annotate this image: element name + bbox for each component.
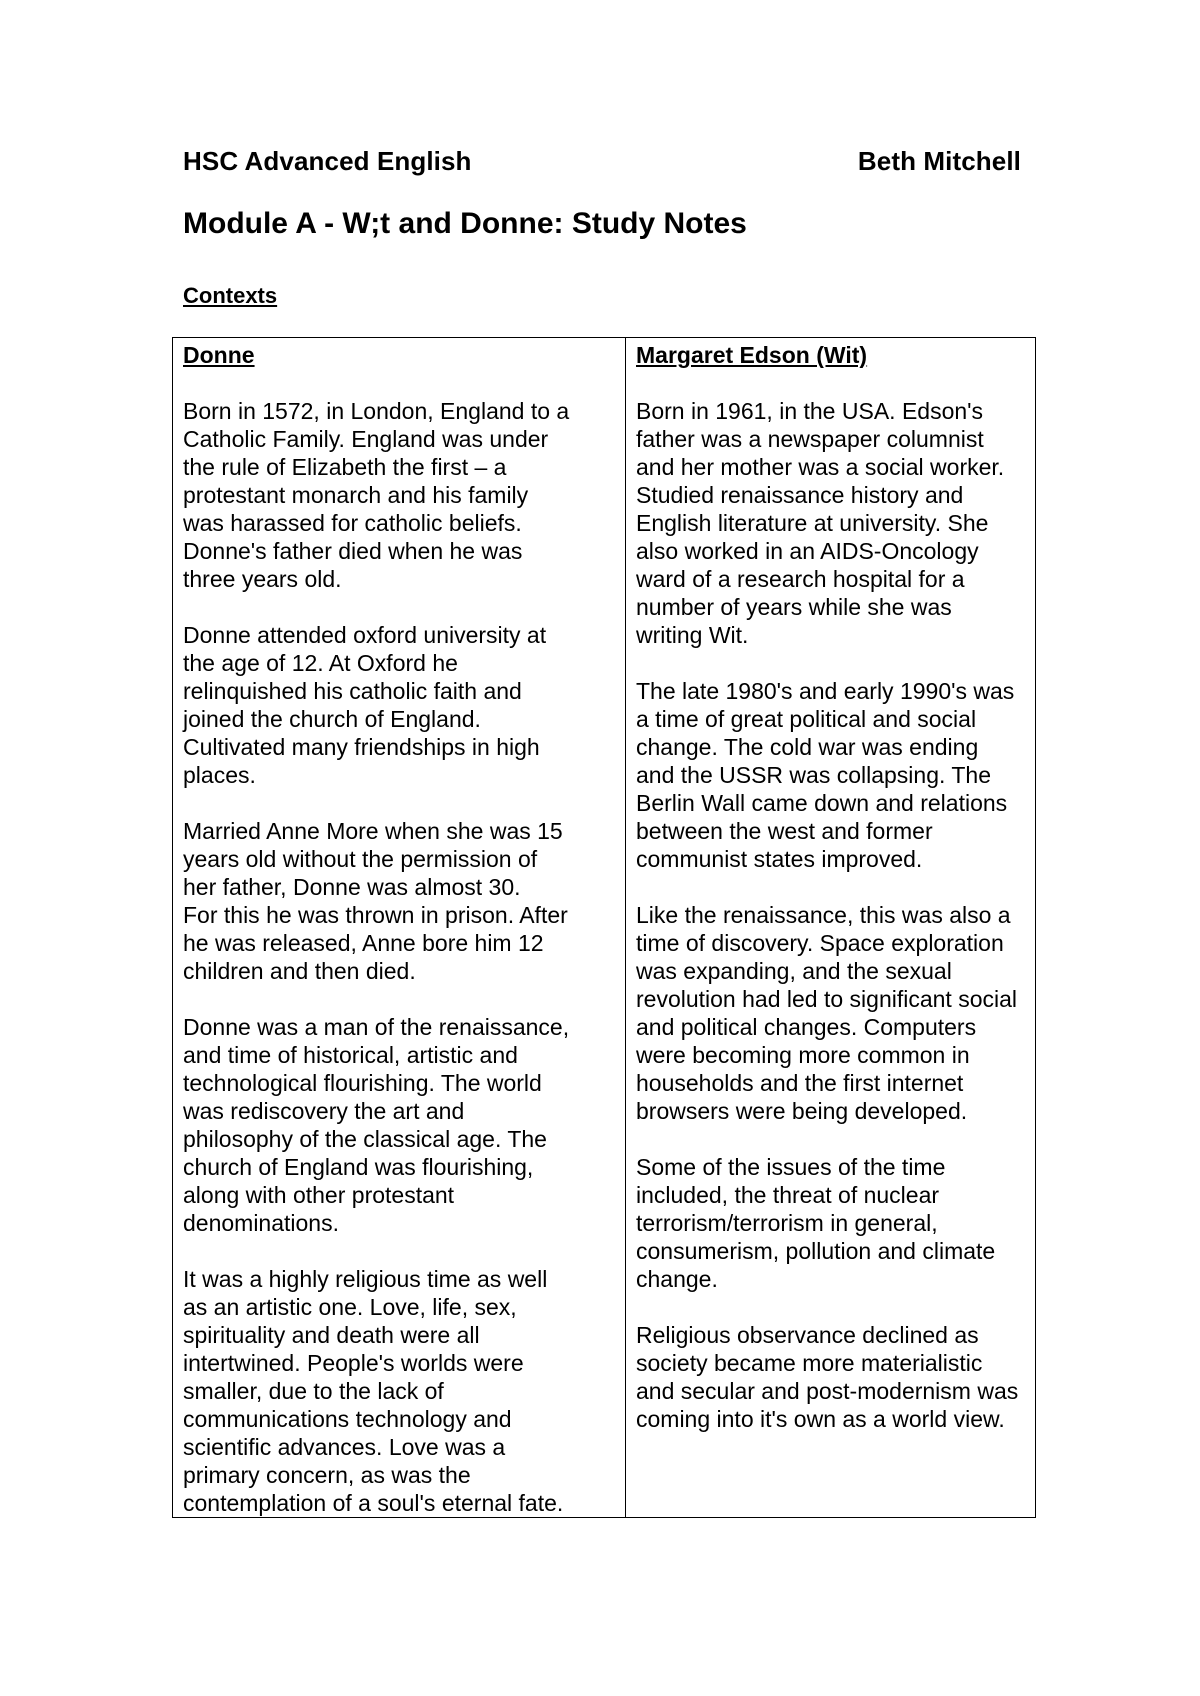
contexts-table xyxy=(172,337,1036,1518)
donne-paragraph-1: Born in 1572, in London, England to a Catholic Family. England was under the rule of Elizabeth the first – a protestant monarch and his family was harassed for catholic beliefs. Donne's father died when he was three years old. xyxy=(183,398,570,592)
edson-paragraph-1: Born in 1961, in the USA. Edson's father was a newspaper columnist and her mother was a social worker. Studied renaissance history and English literature at university. She also worked in an AIDS-Oncology ward of a research hospital for a number of years while she was writing Wit. xyxy=(636,398,1005,648)
course-name: HSC Advanced English xyxy=(183,146,472,176)
page-title: Module A - W;t and Donne: Study Notes xyxy=(183,207,747,240)
donne-paragraph-4: Donne was a man of the renaissance, and time of historical, artistic and technological flourishing. The world was rediscovery the art and philosophy of the classical age. The church of England was flourishing, along with other protestant denominations. xyxy=(183,1014,570,1236)
donne-column xyxy=(173,338,626,1518)
edson-paragraph-3: Like the renaissance, this was also a time of discovery. Space exploration was expanding, and the sexual revolution had led to significant social and political changes. Computers were becoming more common in households and the first internet browsers were being developed. xyxy=(636,902,1018,1124)
edson-column xyxy=(626,338,1036,1518)
donne-paragraph-5: It was a highly religious time as well as an artistic one. Love, life, sex, spirituality and death were all intertwined. People's worlds were smaller, due to the lack of communications technology and scientific advances. Love was a primary concern, as was the contemplation of a soul's eternal fate. xyxy=(183,1266,564,1516)
donne-paragraph-2: Donne attended oxford university at the age of 12. At Oxford he relinquished his catholic faith and joined the church of England. Cultivated many friendships in high places. xyxy=(183,622,547,788)
edson-paragraph-2: The late 1980's and early 1990's was a time of great political and social change. The cold war was ending and the USSR was collapsing. The Berlin Wall came down and relations between the west and former communist states improved. xyxy=(636,678,1015,872)
edson-heading: Margaret Edson (Wit) xyxy=(636,342,868,368)
document-header xyxy=(183,146,1021,177)
edson-paragraph-4: Some of the issues of the time included, the threat of nuclear terrorism/terrorism in general, consumerism, pollution and climate change. xyxy=(636,1154,996,1292)
edson-paragraph-5: Religious observance declined as society became more materialistic and secular and post-modernism was coming into it's own as a world view. xyxy=(636,1322,1019,1432)
section-heading-contexts: Contexts xyxy=(183,283,278,308)
donne-heading: Donne xyxy=(183,342,255,368)
table-row xyxy=(173,338,1036,1518)
donne-paragraph-3: Married Anne More when she was 15 years old without the permission of her father, Donne was almost 30. For this he was thrown in prison. After he was released, Anne bore him 12 children and then died. xyxy=(183,818,568,984)
author-name: Beth Mitchell xyxy=(857,146,1021,176)
